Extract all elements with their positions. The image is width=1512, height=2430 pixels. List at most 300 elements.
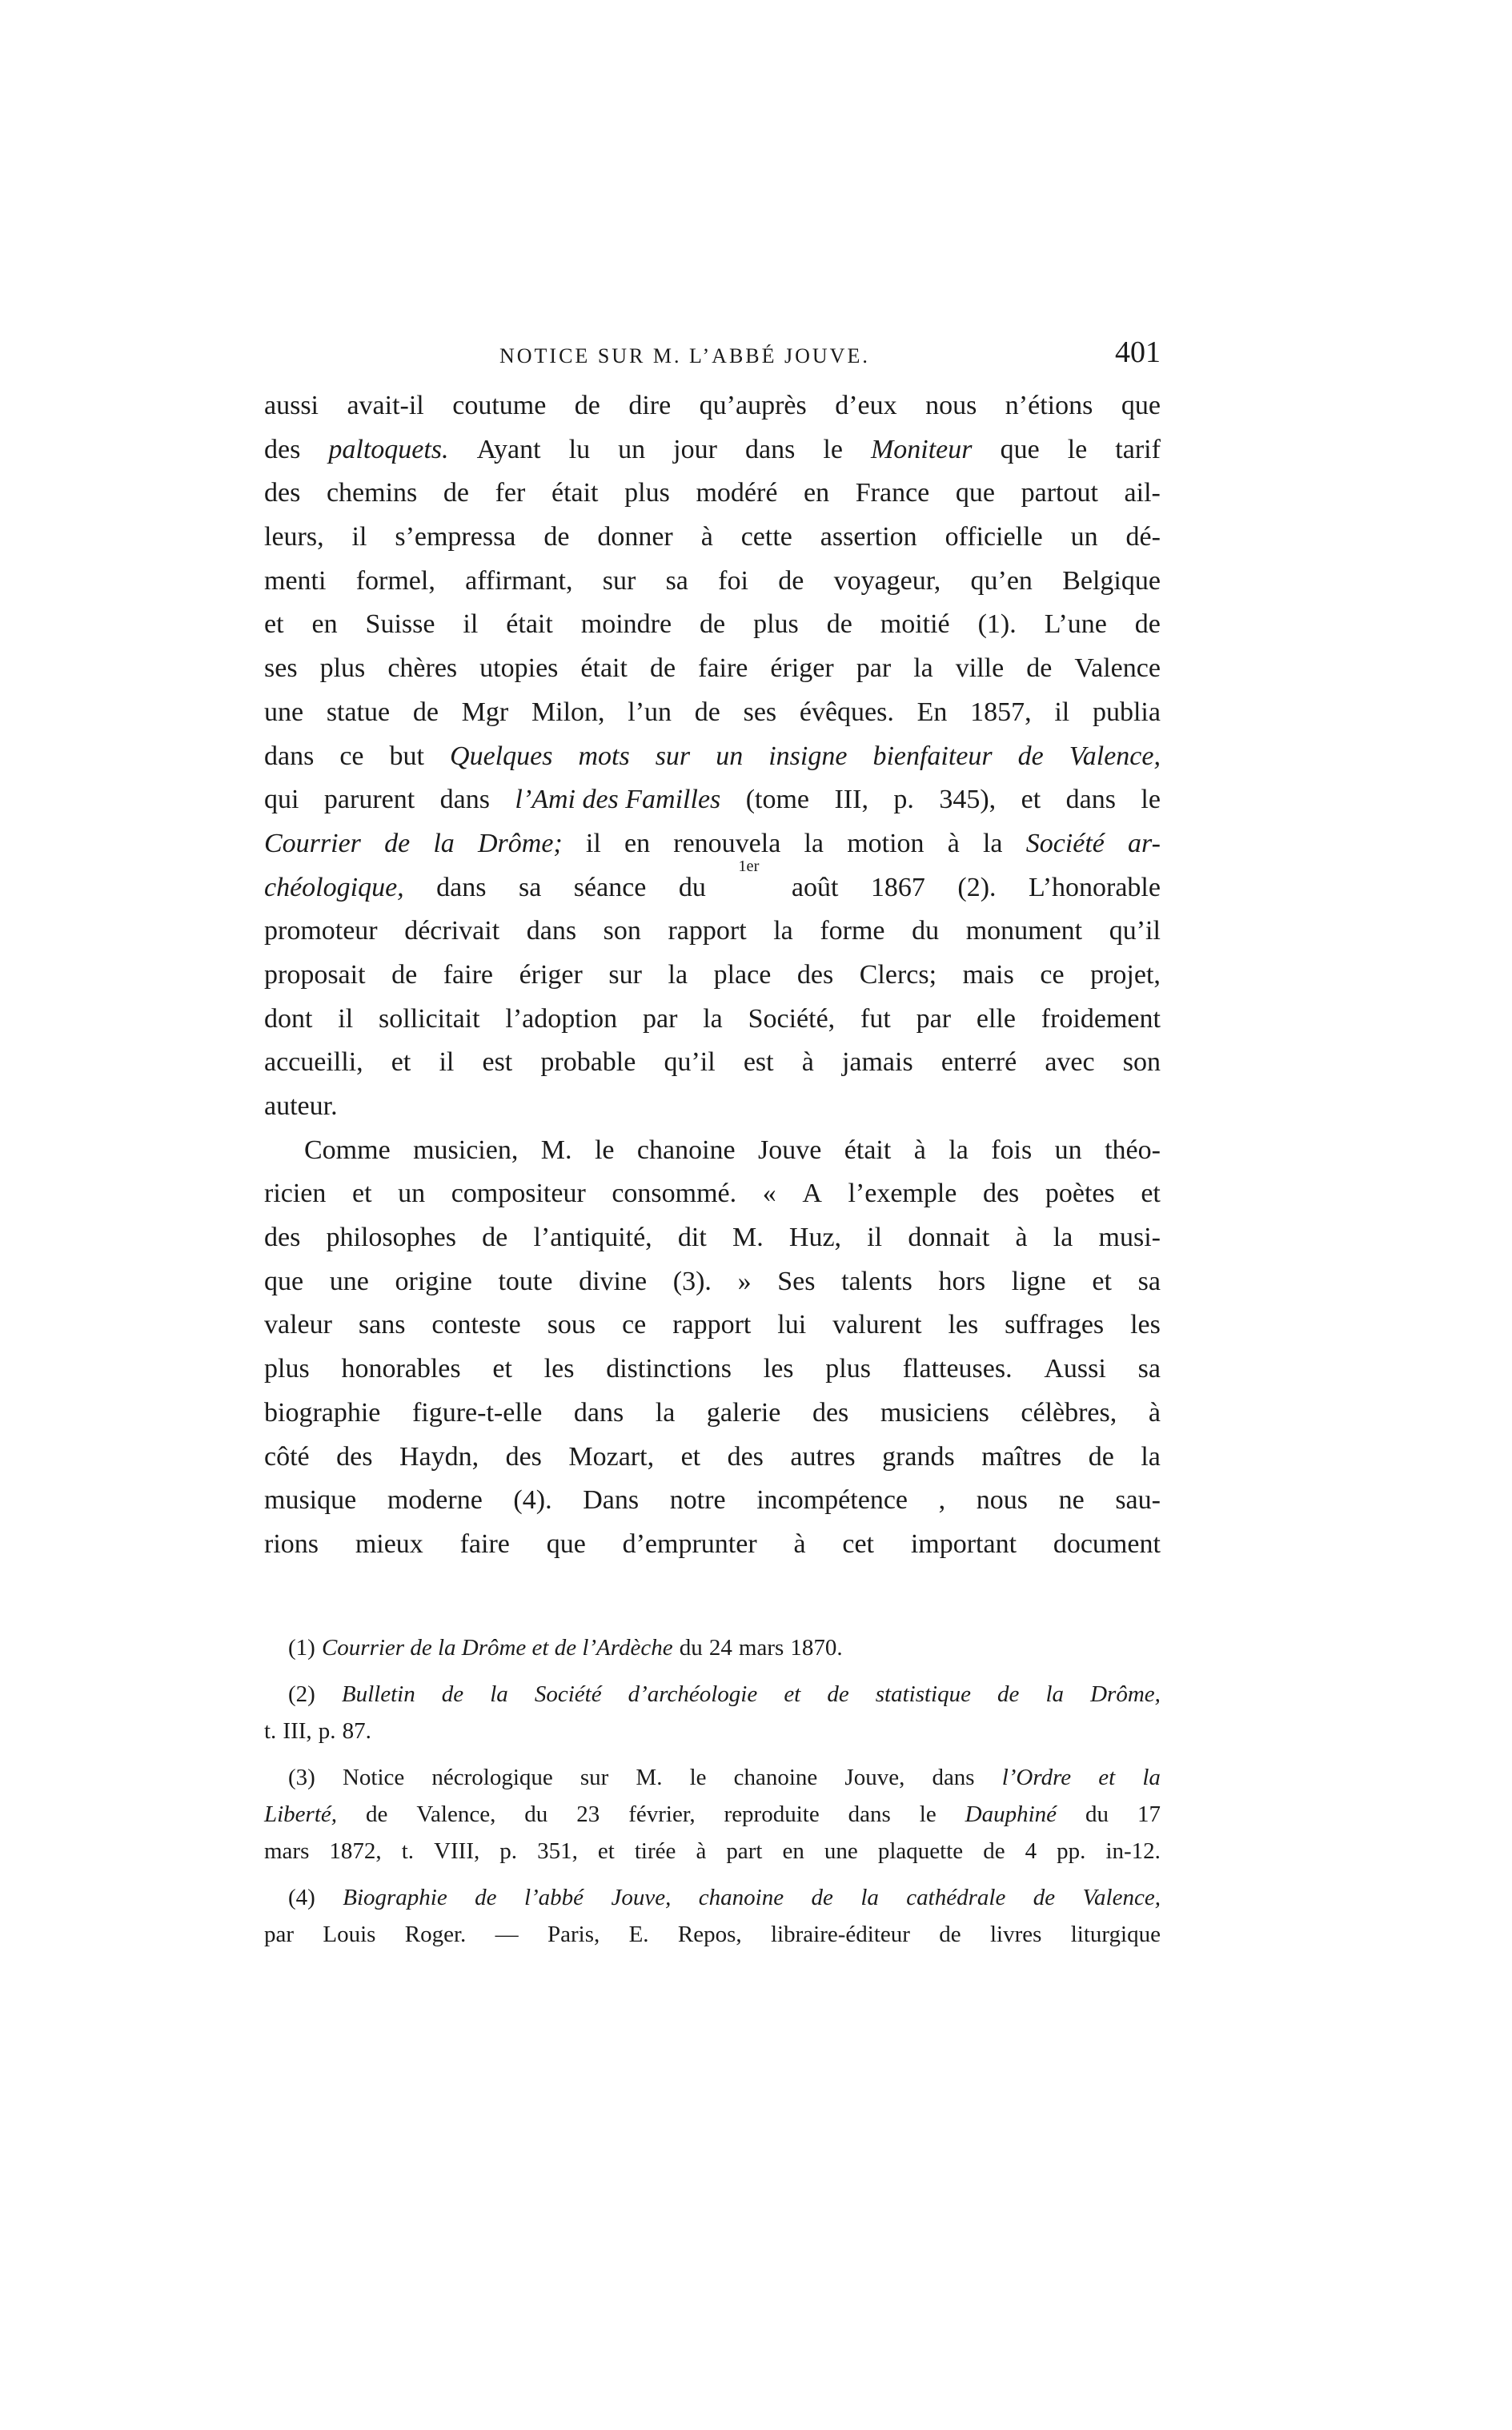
- word: de: [574, 391, 600, 420]
- word: lui: [777, 1310, 807, 1340]
- word: dans: [436, 872, 487, 902]
- word: la: [1141, 1441, 1161, 1472]
- word: statistique: [875, 1681, 971, 1707]
- word: en: [311, 609, 338, 640]
- word: L’une: [1044, 609, 1107, 640]
- word: qu’il: [1109, 916, 1161, 946]
- word: de: [1033, 1885, 1056, 1910]
- word: distinctions: [606, 1354, 732, 1384]
- word: des: [505, 1441, 542, 1472]
- word: séance: [573, 872, 647, 902]
- word: place: [713, 959, 772, 990]
- word: galerie: [706, 1397, 781, 1428]
- word: de: [443, 478, 469, 508]
- word: la: [949, 1135, 969, 1165]
- text-line: [264, 778, 1161, 822]
- text-line: [264, 910, 1161, 954]
- word: III,: [834, 785, 868, 815]
- word: et: [492, 1354, 512, 1384]
- word: dans: [264, 741, 315, 771]
- word: du: [679, 1635, 703, 1661]
- word: février,: [628, 1801, 696, 1827]
- word: il: [351, 522, 367, 552]
- word: un: [398, 1179, 426, 1209]
- word: accueilli,: [264, 1047, 363, 1078]
- word: dans: [1065, 785, 1116, 815]
- text-line: [264, 822, 1161, 866]
- word: utopies: [479, 653, 559, 684]
- word: (3).: [672, 1266, 712, 1296]
- word: et: [680, 1441, 701, 1472]
- word: ce: [339, 741, 364, 771]
- word: (3): [288, 1765, 315, 1790]
- word: Repos,: [677, 1922, 742, 1947]
- word: l’adoption: [505, 1003, 618, 1034]
- word: 1857,: [970, 697, 1032, 727]
- word: Valence: [1074, 653, 1161, 684]
- word: renouvela: [673, 828, 781, 858]
- word: reproduite: [724, 1801, 820, 1827]
- word: de: [1026, 653, 1053, 684]
- word: (2): [288, 1681, 315, 1707]
- word: ériger: [519, 959, 583, 990]
- word: document: [1053, 1528, 1161, 1559]
- word: est: [482, 1047, 513, 1078]
- word: décrivait: [404, 916, 500, 946]
- word: faire: [443, 959, 494, 990]
- word: partout: [1021, 478, 1098, 508]
- word: paltoquets.: [328, 434, 449, 464]
- word: dans: [745, 434, 796, 464]
- word: sur: [655, 741, 691, 771]
- word: et: [1021, 785, 1041, 815]
- word: d’emprunter: [622, 1528, 757, 1559]
- text-line: [264, 1348, 1161, 1392]
- word: des: [336, 1441, 373, 1472]
- word: rapport: [668, 916, 747, 946]
- word: chanoine: [698, 1885, 784, 1910]
- word: fut: [860, 1003, 891, 1034]
- word: de: [811, 1885, 833, 1910]
- word: ses: [264, 653, 298, 684]
- word: E.: [628, 1922, 649, 1947]
- word: sa: [1137, 1354, 1161, 1384]
- word: cette: [740, 522, 792, 552]
- word: plus: [753, 609, 799, 640]
- word: la: [773, 916, 793, 946]
- word: l’un: [628, 697, 672, 727]
- word: origine: [395, 1266, 472, 1296]
- word: dans: [439, 785, 490, 815]
- word: tirée: [634, 1838, 676, 1864]
- word: incompétence: [756, 1485, 908, 1516]
- word: à: [801, 1047, 814, 1078]
- word: 1er: [738, 857, 760, 875]
- word: nous: [925, 391, 977, 420]
- word: insigne: [768, 741, 848, 771]
- word: qu’auprès: [699, 391, 807, 420]
- word: moderne: [387, 1485, 483, 1516]
- text-line: [264, 1523, 1161, 1567]
- word: Société: [534, 1681, 602, 1707]
- page-number: 401: [1115, 335, 1161, 369]
- word: Milon,: [531, 697, 605, 727]
- word: assertion: [820, 522, 917, 552]
- word: sa: [1137, 1266, 1161, 1296]
- word: août: [791, 872, 839, 902]
- word: t.: [264, 1718, 277, 1744]
- footnote-line: [264, 1796, 1161, 1833]
- word: la: [433, 828, 455, 858]
- word: nécrologique: [431, 1765, 553, 1790]
- word: les: [763, 1354, 794, 1384]
- word: l’abbé: [523, 1885, 584, 1910]
- footnote-line: [264, 1833, 1161, 1870]
- word: M.: [636, 1765, 663, 1790]
- word: poètes: [1045, 1179, 1115, 1209]
- word: de: [997, 1681, 1020, 1707]
- word: philosophes: [326, 1223, 456, 1253]
- word: donner: [597, 522, 673, 552]
- word: —: [495, 1922, 519, 1947]
- footnote-line: [264, 1713, 1161, 1749]
- word: chères: [387, 653, 458, 684]
- word: dans: [526, 916, 577, 946]
- word: la: [490, 1681, 508, 1707]
- word: à: [1015, 1223, 1028, 1253]
- word: de: [412, 697, 439, 727]
- word: célèbres,: [1021, 1397, 1117, 1428]
- word: théo-: [1105, 1135, 1161, 1165]
- text-line: [264, 857, 1161, 910]
- word: menti: [264, 565, 327, 596]
- word: le: [1141, 785, 1161, 815]
- word: L’honorable: [1029, 872, 1161, 902]
- word: la: [982, 828, 1003, 858]
- word: auteur.: [264, 1091, 338, 1121]
- word: Courrier: [264, 828, 361, 858]
- word: par: [856, 653, 892, 684]
- word: des: [264, 1223, 301, 1253]
- word: le: [594, 1135, 615, 1165]
- word: sans: [358, 1310, 406, 1340]
- word: maîtres: [981, 1441, 1062, 1472]
- word: formel,: [355, 565, 435, 596]
- word: Société: [1025, 828, 1105, 858]
- word: ses: [743, 697, 777, 727]
- word: et: [1092, 1266, 1112, 1296]
- word: 87.: [342, 1718, 371, 1744]
- word: était: [506, 609, 553, 640]
- word: à: [696, 1838, 707, 1864]
- word: il: [867, 1223, 883, 1253]
- word: que: [955, 478, 995, 508]
- word: l’Ordre: [1001, 1765, 1072, 1790]
- word: qui: [264, 785, 299, 815]
- word: conteste: [431, 1310, 521, 1340]
- word: musique: [264, 1485, 357, 1516]
- word: Mgr: [461, 697, 509, 727]
- footnote-line: [264, 1916, 1161, 1953]
- word: une: [264, 697, 304, 727]
- word: Notice: [342, 1765, 405, 1790]
- word: cathédrale: [906, 1885, 1006, 1910]
- word: autres: [790, 1441, 856, 1472]
- word: chéologique,: [264, 872, 404, 902]
- footnotes: [264, 1629, 1161, 1953]
- word: coutume: [452, 391, 547, 420]
- word: sous: [547, 1310, 596, 1340]
- word: nous: [976, 1485, 1028, 1516]
- word: Courrier de la Drôme et de l’Ardèche: [321, 1635, 673, 1661]
- word: était: [580, 653, 628, 684]
- word: Quelques: [450, 741, 553, 771]
- word: consommé.: [612, 1179, 737, 1209]
- word: le: [1067, 434, 1088, 464]
- word: des: [727, 1441, 764, 1472]
- word: qu’en: [970, 565, 1033, 596]
- word: un: [716, 741, 744, 771]
- word: il: [463, 609, 479, 640]
- footnote-line: [264, 1629, 1161, 1666]
- word: dont: [264, 1003, 313, 1034]
- word: Belgique: [1062, 565, 1161, 596]
- text-line: [264, 1260, 1161, 1304]
- word: la: [1053, 1223, 1073, 1253]
- word: (1): [288, 1635, 315, 1661]
- word: mots: [578, 741, 630, 771]
- word: musiciens: [880, 1397, 989, 1428]
- word: projet,: [1090, 959, 1161, 990]
- word: et: [597, 1838, 615, 1864]
- word: statue: [326, 697, 391, 727]
- word: les: [1130, 1310, 1161, 1340]
- page-header: [264, 335, 1161, 383]
- word: Bulletin: [341, 1681, 415, 1707]
- word: 17: [1137, 1801, 1161, 1827]
- word: la: [668, 959, 688, 990]
- word: Drôme,: [1090, 1681, 1161, 1707]
- word: talents: [841, 1266, 912, 1296]
- word: ricien: [264, 1179, 327, 1209]
- word: (1).: [977, 609, 1017, 640]
- word: les: [948, 1310, 979, 1340]
- word: probable: [540, 1047, 636, 1078]
- word: toute: [498, 1266, 553, 1296]
- word: de: [694, 697, 720, 727]
- footnote-line: [264, 1759, 1161, 1796]
- word: dit: [677, 1223, 707, 1253]
- text-line: [264, 1172, 1161, 1216]
- word: mars: [738, 1635, 784, 1661]
- word: en: [782, 1838, 804, 1864]
- word: leurs,: [264, 522, 324, 552]
- word: 1872,: [329, 1838, 382, 1864]
- word: évêques.: [799, 697, 894, 727]
- word: de: [441, 1681, 464, 1707]
- word: parurent: [323, 785, 415, 815]
- word: du: [1085, 1801, 1109, 1827]
- word: donnait: [908, 1223, 990, 1253]
- word: à: [947, 828, 960, 858]
- word: figure-t-elle: [411, 1397, 543, 1428]
- word: 1870.: [790, 1635, 843, 1661]
- word: t.: [401, 1838, 415, 1864]
- word: 4: [1025, 1838, 1037, 1864]
- word: but: [389, 741, 424, 771]
- word: la: [703, 1003, 723, 1034]
- word: sa: [665, 565, 688, 596]
- word: 345),: [939, 785, 997, 815]
- text-line: [264, 1479, 1161, 1523]
- word: de: [939, 1922, 961, 1947]
- word: M.: [732, 1223, 764, 1253]
- word: et: [784, 1681, 801, 1707]
- word: il: [338, 1003, 354, 1034]
- word: de: [778, 565, 804, 596]
- word: sollicitait: [379, 1003, 480, 1034]
- word: faire: [459, 1528, 510, 1559]
- word: Ayant: [476, 434, 541, 464]
- word: plus: [624, 478, 670, 508]
- word: Biographie: [343, 1885, 447, 1910]
- word: était: [551, 478, 599, 508]
- word: tarif: [1115, 434, 1161, 464]
- word: du: [524, 1801, 548, 1827]
- word: chemins: [326, 478, 418, 508]
- word: par: [642, 1003, 678, 1034]
- word: de: [700, 609, 726, 640]
- word: elle: [976, 1003, 1016, 1034]
- word: mars: [264, 1838, 310, 1864]
- word: que: [1121, 391, 1161, 420]
- word: dans: [848, 1801, 891, 1827]
- word: et: [351, 1179, 372, 1209]
- word: musi-: [1098, 1223, 1161, 1253]
- text-line: [264, 1436, 1161, 1480]
- word: sa: [518, 872, 542, 902]
- word: «: [762, 1179, 776, 1209]
- word: compositeur: [451, 1179, 586, 1209]
- word: ail-: [1124, 478, 1161, 508]
- word: il: [439, 1047, 455, 1078]
- word: promoteur: [264, 916, 378, 946]
- word: que: [546, 1528, 586, 1559]
- word: p.: [499, 1838, 518, 1864]
- word: Valence,: [416, 1801, 496, 1827]
- word: sau-: [1115, 1485, 1161, 1516]
- word: Louis: [323, 1922, 376, 1947]
- word: de: [1088, 1441, 1114, 1472]
- word: 24: [708, 1635, 732, 1661]
- word: jamais: [841, 1047, 913, 1078]
- word: plus: [319, 653, 366, 684]
- word: biographie: [264, 1397, 381, 1428]
- word: des: [796, 959, 834, 990]
- word: fois: [991, 1135, 1033, 1165]
- word: la: [913, 653, 933, 684]
- word: le: [689, 1765, 707, 1790]
- word: Paris,: [547, 1922, 600, 1947]
- word: jour: [673, 434, 717, 464]
- word: liturgique: [1070, 1922, 1161, 1947]
- word: la: [860, 1885, 879, 1910]
- word: Valence,: [1082, 1885, 1161, 1910]
- word: p.: [318, 1718, 336, 1744]
- word: honorables: [341, 1354, 461, 1384]
- word: Valence,: [1069, 741, 1161, 771]
- word: de: [1017, 741, 1044, 771]
- word: la: [655, 1397, 676, 1428]
- word: flatteuses.: [902, 1354, 1013, 1384]
- word: (4): [288, 1885, 315, 1910]
- word: avait-il: [347, 391, 424, 420]
- word: dans: [932, 1765, 975, 1790]
- word: motion: [847, 828, 924, 858]
- word: Aussi: [1044, 1354, 1106, 1384]
- word: du: [678, 872, 706, 902]
- word: voyageur,: [833, 565, 941, 596]
- word: le: [919, 1801, 936, 1827]
- word: de: [827, 1681, 849, 1707]
- footnote-line: [264, 1676, 1161, 1713]
- word: de: [983, 1838, 1005, 1864]
- word: suffrages: [1005, 1310, 1105, 1340]
- text-line: [264, 1216, 1161, 1260]
- word: Clercs;: [859, 959, 937, 990]
- word: sur: [608, 959, 642, 990]
- word: rapport: [672, 1310, 752, 1340]
- word: la: [1045, 1681, 1065, 1707]
- word: 1867: [870, 872, 925, 902]
- word: sur: [580, 1765, 609, 1790]
- word: modéré: [696, 478, 778, 508]
- text-line: [264, 1392, 1161, 1436]
- word: était: [844, 1135, 892, 1165]
- word: ériger: [770, 653, 834, 684]
- word: Jouve: [758, 1135, 822, 1165]
- word: est: [743, 1047, 774, 1078]
- word: officielle: [944, 522, 1043, 552]
- word: n’étions: [1005, 391, 1093, 420]
- word: de: [826, 609, 852, 640]
- word: Jouve,: [611, 1885, 672, 1910]
- word: plus: [264, 1354, 310, 1384]
- word: ligne: [1011, 1266, 1066, 1296]
- word: avec: [1045, 1047, 1095, 1078]
- word: une: [824, 1838, 858, 1864]
- word: un: [1070, 522, 1098, 552]
- word: Liberté,: [264, 1801, 338, 1827]
- word: d’eux: [835, 391, 897, 420]
- word: s’empressa: [395, 522, 516, 552]
- word: son: [1122, 1047, 1161, 1078]
- word: la: [1142, 1765, 1161, 1790]
- word: ar-: [1128, 828, 1161, 858]
- word: part: [726, 1838, 763, 1864]
- word: des: [264, 434, 301, 464]
- word: plaquette: [877, 1838, 964, 1864]
- word: à: [913, 1135, 926, 1165]
- word: de: [384, 828, 411, 858]
- word: mieux: [355, 1528, 423, 1559]
- word: des: [982, 1179, 1020, 1209]
- word: dire: [628, 391, 672, 420]
- word: sur: [602, 565, 636, 596]
- text-line: [264, 954, 1161, 998]
- word: par: [916, 1003, 952, 1034]
- word: d’archéologie: [628, 1681, 758, 1707]
